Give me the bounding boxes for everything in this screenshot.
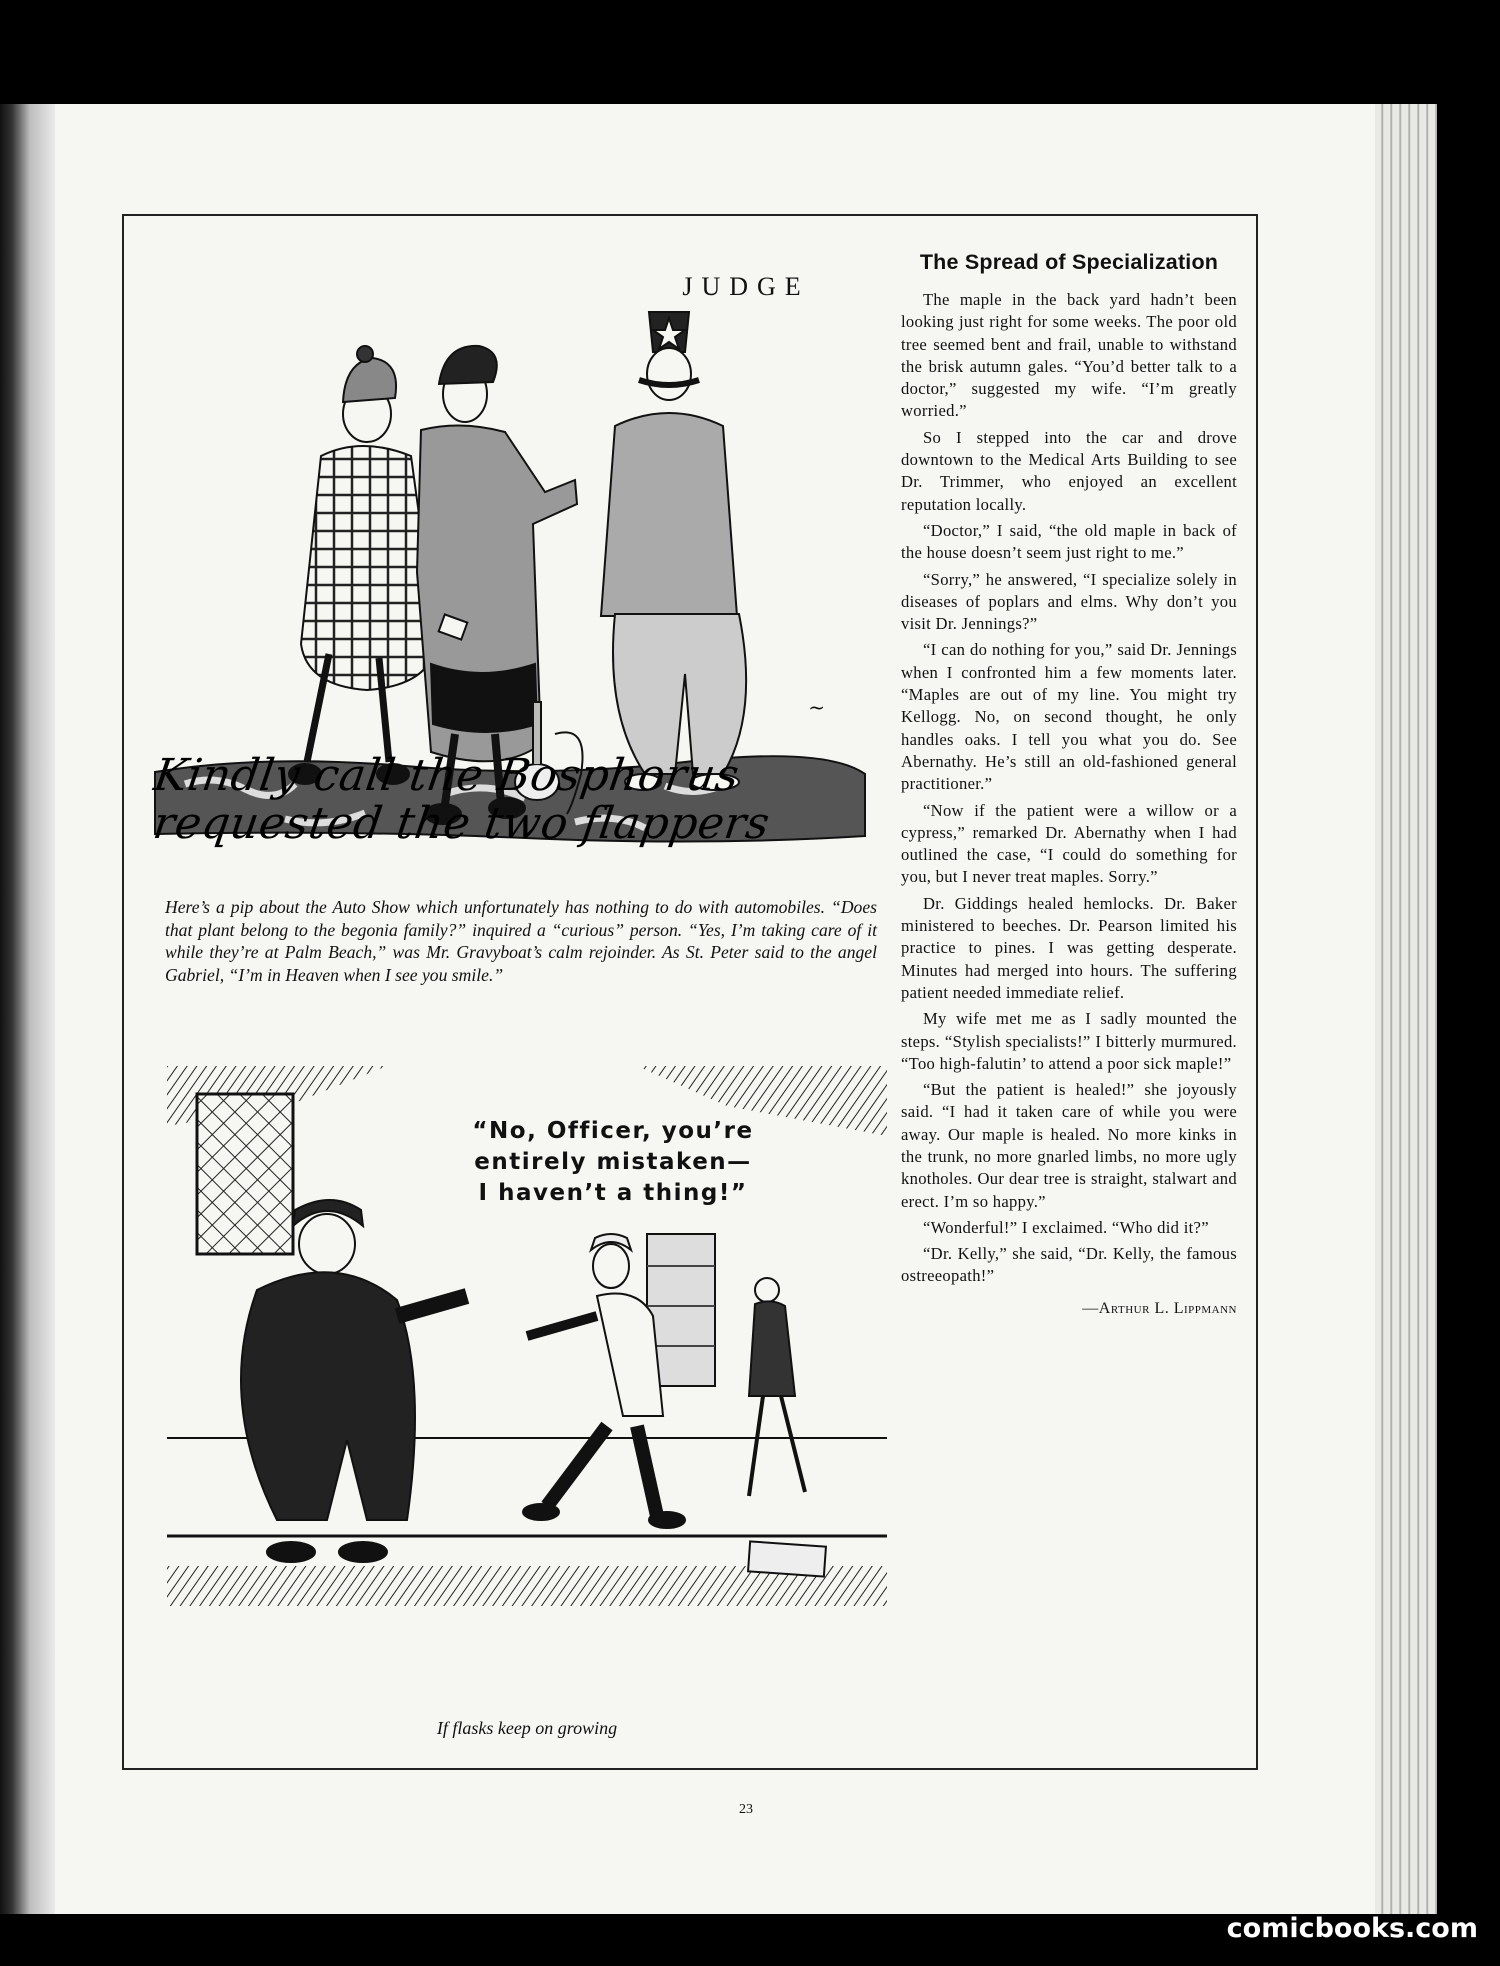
turkish-man: [601, 312, 746, 790]
book-gutter: [0, 104, 55, 1914]
article-paragraph: “Now if the patient were a willow or a cypress,” remarked Dr. Abernathy when I had outlined the case, “I could do something for you, but I never treat maples. Sorry.”: [901, 800, 1237, 887]
article-paragraph: My wife met me as I sadly mounted the steps. “Stylish specialists!” I bitterly murmured. “Too high-falutin’ to attend a poor sick maple!”: [901, 1009, 1237, 1073]
article-paragraph: “But the patient is healed!” she joyously said. “I had it taken care of while you were away. Our maple is healed. No more kinks in the trunk, no more gnarled limbs, no more ugly knotholes. Our dear tree is straight, stalwart and erect. I’m so happy.”: [901, 1080, 1237, 1211]
speech-text: [463, 1116, 763, 1209]
magazine-page: [55, 104, 1437, 1914]
script-caption: [144, 752, 883, 848]
running-head: JUDGE: [682, 272, 810, 301]
article-paragraph: “Sorry,” he answered, “I specialize solely in diseases of poplars and elms. Why don’t you visit Dr. Jennings?”: [901, 569, 1237, 634]
woman-walking: [749, 1278, 805, 1496]
svg-text:~: ~: [808, 695, 825, 719]
watermark: comicbooks.com: [1226, 1913, 1478, 1944]
article-paragraph: “I can do nothing for you,” said Dr. Jennings when I confronted him a few moments later. “Maples are out of my line. You might try Kellogg. No, on second thought, he only handles oaks. I tell you what you do. See Abernathy. He’s still an old-fashioned general practitioner.”: [901, 640, 1237, 794]
speech-line-1: “No, Officer, you’re: [472, 1118, 754, 1144]
flapper-in-plaid-coat: [289, 346, 437, 784]
article-title: The Spread of Specialization: [919, 250, 1219, 274]
joke-paragraph: Here’s a pip about the Auto Show which unfortunately has nothing to do with automobiles. “Does that plant belong to the begonia family?” inquired a “curious” person. “Yes, I’m taking care of it while they’re at Palm Beach,” was Mr. Gravyboat’s calm rejoinder. As St. Peter said to the angel Gabriel, “I’m in Heaven when I see you smile.”: [165, 897, 877, 985]
article-paragraph: So I stepped into the car and drove downtown to the Medical Arts Building to see Dr. Trimmer, who enjoyed an excellent reputation locally.: [901, 427, 1237, 514]
book-page-edges: [1375, 104, 1437, 1914]
article-column: [901, 250, 1237, 1324]
article-paragraph: “Dr. Kelly,” she said, “Dr. Kelly, the famous ostreeopath!”: [901, 1244, 1237, 1286]
flask-cartoon-caption: If flasks keep on growing: [436, 1718, 618, 1738]
article-paragraph: “Doctor,” I said, “the old maple in back of the house doesn’t seem just right to me.”: [901, 520, 1237, 563]
article-byline: —Arthur L. Lippmann: [1082, 1299, 1237, 1317]
article-paragraph: “Wonderful!” I exclaimed. “Who did it?”: [923, 1217, 1209, 1237]
man-carrying-flask: [523, 1234, 715, 1528]
page-number: 23: [739, 1802, 753, 1817]
script-caption-line-2: requested the two flappers: [150, 798, 773, 849]
lattice-window: [197, 1094, 293, 1254]
speech-line-2: entirely mistaken—: [474, 1149, 752, 1175]
speech-line-3: I haven’t a thing!”: [478, 1180, 748, 1206]
article-paragraph: Dr. Giddings healed hemlocks. Dr. Baker ministered to beeches. Dr. Pearson limited his practice to pines. I was getting desperate. Minutes had merged into hours. The suffering patient needed immediate relief.: [901, 893, 1237, 1002]
script-caption-line-1: Kindly call the Bosphorus: [150, 750, 743, 801]
article-paragraph: The maple in the back yard hadn’t been looking just right for some weeks. The poor old tree seemed bent and frail, unable to withstand the brisk autumn gales. “You’d better talk to a doctor,” suggested my wife. “I’m greatly worried.”: [901, 290, 1237, 421]
